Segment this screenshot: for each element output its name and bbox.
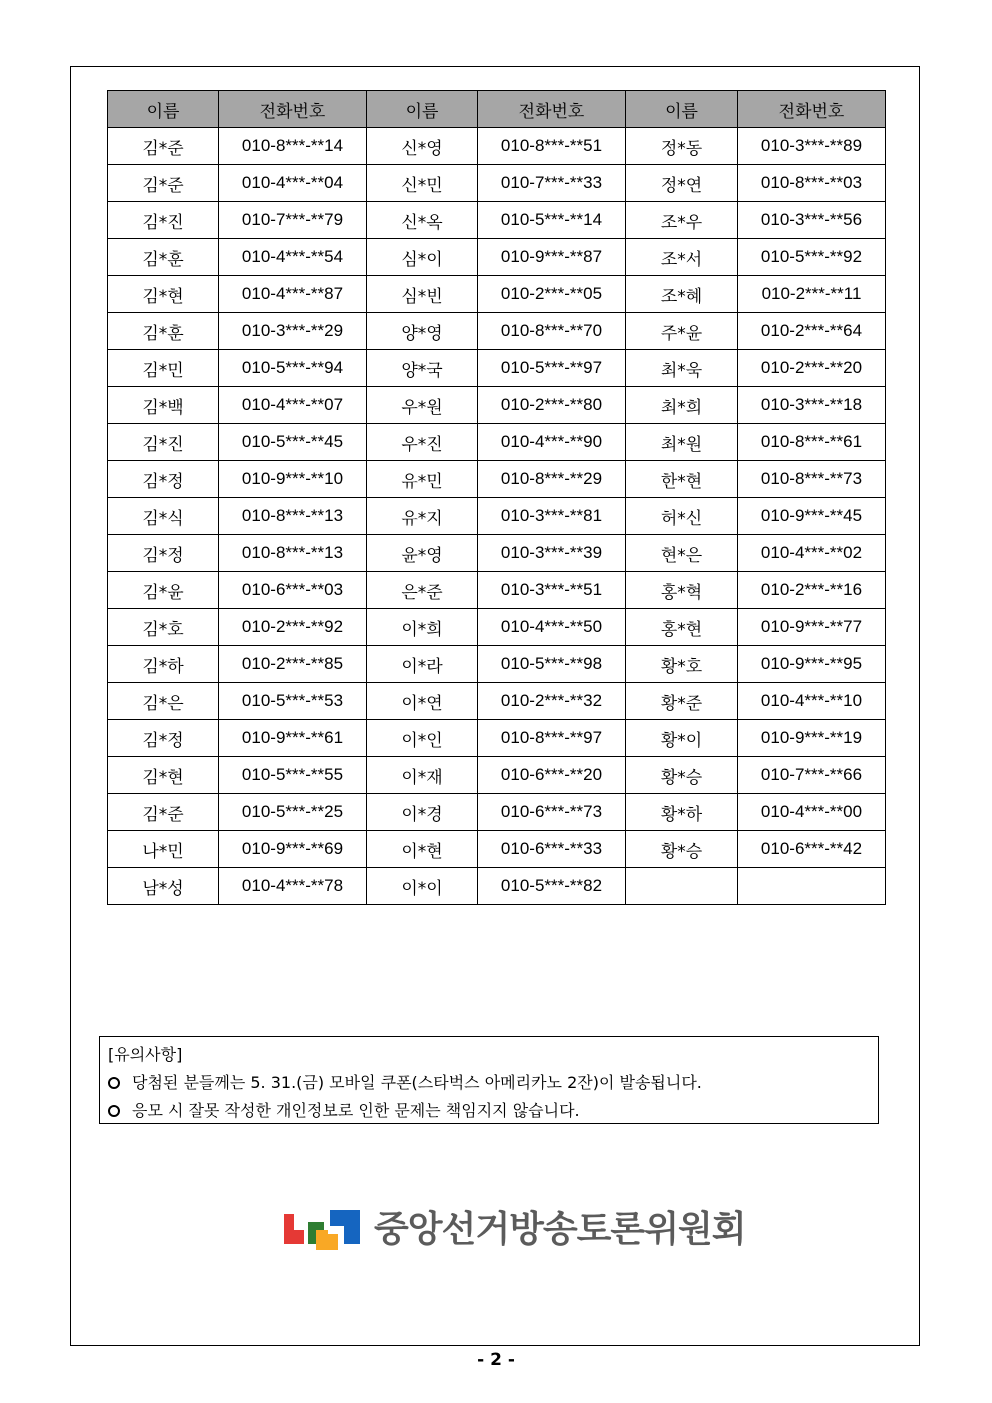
organization-logo [280, 1200, 746, 1252]
phone-cell: 010-5***-**55 [219, 757, 367, 794]
name-cell: 이*연 [367, 683, 478, 720]
table-row [108, 831, 886, 868]
phone-cell: 010-4***-**50 [478, 609, 626, 646]
name-cell: 김*정 [108, 461, 219, 498]
name-cell: 김*준 [108, 165, 219, 202]
table-row [108, 572, 886, 609]
phone-cell: 010-4***-**02 [738, 535, 886, 572]
phone-cell: 010-2***-**11 [738, 276, 886, 313]
name-cell: 이*현 [367, 831, 478, 868]
table-header-row [108, 91, 886, 128]
phone-cell: 010-5***-**25 [219, 794, 367, 831]
page-number: - 2 - [477, 1350, 515, 1370]
name-cell: 김*정 [108, 535, 219, 572]
name-cell: 김*민 [108, 350, 219, 387]
table-body [108, 128, 886, 905]
phone-cell [738, 868, 886, 905]
phone-cell: 010-9***-**10 [219, 461, 367, 498]
phone-cell: 010-8***-**51 [478, 128, 626, 165]
phone-cell: 010-8***-**61 [738, 424, 886, 461]
table-row [108, 461, 886, 498]
name-cell: 최*희 [626, 387, 738, 424]
phone-cell: 010-2***-**80 [478, 387, 626, 424]
phone-cell: 010-8***-**73 [738, 461, 886, 498]
header-phone-1: 전화번호 [219, 91, 367, 128]
winner-table [107, 90, 886, 905]
table-row [108, 683, 886, 720]
phone-cell: 010-2***-**16 [738, 572, 886, 609]
name-cell: 황*승 [626, 757, 738, 794]
name-cell: 유*민 [367, 461, 478, 498]
name-cell: 이*희 [367, 609, 478, 646]
table-row [108, 535, 886, 572]
name-cell [626, 868, 738, 905]
table-row [108, 720, 886, 757]
name-cell: 이*라 [367, 646, 478, 683]
phone-cell: 010-3***-**51 [478, 572, 626, 609]
header-phone-2: 전화번호 [478, 91, 626, 128]
name-cell: 이*재 [367, 757, 478, 794]
name-cell: 한*현 [626, 461, 738, 498]
header-phone-3: 전화번호 [738, 91, 886, 128]
name-cell: 현*은 [626, 535, 738, 572]
phone-cell: 010-4***-**54 [219, 239, 367, 276]
phone-cell: 010-4***-**00 [738, 794, 886, 831]
phone-cell: 010-3***-**29 [219, 313, 367, 350]
name-cell: 이*인 [367, 720, 478, 757]
table-row [108, 757, 886, 794]
name-cell: 황*이 [626, 720, 738, 757]
phone-cell: 010-3***-**81 [478, 498, 626, 535]
phone-cell: 010-4***-**10 [738, 683, 886, 720]
phone-cell: 010-7***-**33 [478, 165, 626, 202]
phone-cell: 010-6***-**03 [219, 572, 367, 609]
name-cell: 최*욱 [626, 350, 738, 387]
name-cell: 신*민 [367, 165, 478, 202]
phone-cell: 010-3***-**56 [738, 202, 886, 239]
notice-item-text: 당첨된 분들께는 5. 31.(금) 모바일 쿠폰(스타벅스 아메리카노 2잔)이 발송됩니다. [132, 1073, 702, 1092]
name-cell: 정*연 [626, 165, 738, 202]
name-cell: 황*준 [626, 683, 738, 720]
phone-cell: 010-2***-**20 [738, 350, 886, 387]
table-row [108, 276, 886, 313]
phone-cell: 010-8***-**29 [478, 461, 626, 498]
table-row [108, 646, 886, 683]
name-cell: 우*진 [367, 424, 478, 461]
table-row [108, 313, 886, 350]
phone-cell: 010-4***-**78 [219, 868, 367, 905]
circle-bullet-icon [108, 1105, 120, 1117]
phone-cell: 010-6***-**33 [478, 831, 626, 868]
name-cell: 김*하 [108, 646, 219, 683]
name-cell: 김*진 [108, 424, 219, 461]
name-cell: 심*이 [367, 239, 478, 276]
phone-cell: 010-5***-**94 [219, 350, 367, 387]
phone-cell: 010-9***-**61 [219, 720, 367, 757]
notice-item [108, 1097, 870, 1125]
name-cell: 김*훈 [108, 239, 219, 276]
phone-cell: 010-8***-**70 [478, 313, 626, 350]
phone-cell: 010-8***-**14 [219, 128, 367, 165]
name-cell: 신*영 [367, 128, 478, 165]
phone-cell: 010-2***-**05 [478, 276, 626, 313]
phone-cell: 010-6***-**20 [478, 757, 626, 794]
phone-cell: 010-9***-**69 [219, 831, 367, 868]
name-cell: 황*호 [626, 646, 738, 683]
phone-cell: 010-9***-**95 [738, 646, 886, 683]
name-cell: 조*우 [626, 202, 738, 239]
phone-cell: 010-9***-**87 [478, 239, 626, 276]
phone-cell: 010-2***-**32 [478, 683, 626, 720]
name-cell: 양*영 [367, 313, 478, 350]
table-row [108, 424, 886, 461]
name-cell: 김*정 [108, 720, 219, 757]
circle-bullet-icon [108, 1077, 120, 1089]
phone-cell: 010-3***-**18 [738, 387, 886, 424]
name-cell: 양*국 [367, 350, 478, 387]
name-cell: 이*경 [367, 794, 478, 831]
phone-cell: 010-5***-**98 [478, 646, 626, 683]
phone-cell: 010-8***-**03 [738, 165, 886, 202]
phone-cell: 010-2***-**92 [219, 609, 367, 646]
phone-cell: 010-3***-**89 [738, 128, 886, 165]
phone-cell: 010-9***-**45 [738, 498, 886, 535]
name-cell: 신*옥 [367, 202, 478, 239]
name-cell: 최*원 [626, 424, 738, 461]
phone-cell: 010-5***-**14 [478, 202, 626, 239]
table-row [108, 609, 886, 646]
table-row [108, 202, 886, 239]
phone-cell: 010-9***-**19 [738, 720, 886, 757]
phone-cell: 010-8***-**13 [219, 498, 367, 535]
table-row [108, 165, 886, 202]
name-cell: 나*민 [108, 831, 219, 868]
phone-cell: 010-5***-**92 [738, 239, 886, 276]
phone-cell: 010-6***-**73 [478, 794, 626, 831]
phone-cell: 010-6***-**42 [738, 831, 886, 868]
phone-cell: 010-7***-**79 [219, 202, 367, 239]
name-cell: 심*빈 [367, 276, 478, 313]
phone-cell: 010-3***-**39 [478, 535, 626, 572]
phone-cell: 010-5***-**97 [478, 350, 626, 387]
name-cell: 주*윤 [626, 313, 738, 350]
name-cell: 정*동 [626, 128, 738, 165]
name-cell: 조*서 [626, 239, 738, 276]
name-cell: 남*성 [108, 868, 219, 905]
phone-cell: 010-2***-**85 [219, 646, 367, 683]
table-row [108, 868, 886, 905]
phone-cell: 010-5***-**45 [219, 424, 367, 461]
name-cell: 황*하 [626, 794, 738, 831]
name-cell: 김*현 [108, 757, 219, 794]
phone-cell: 010-2***-**64 [738, 313, 886, 350]
name-cell: 황*승 [626, 831, 738, 868]
header-name-2: 이름 [367, 91, 478, 128]
notice-box [99, 1036, 879, 1124]
name-cell: 우*원 [367, 387, 478, 424]
table-row [108, 350, 886, 387]
phone-cell: 010-8***-**13 [219, 535, 367, 572]
table-row [108, 498, 886, 535]
phone-cell: 010-4***-**90 [478, 424, 626, 461]
name-cell: 홍*혁 [626, 572, 738, 609]
table-row [108, 128, 886, 165]
table-row [108, 239, 886, 276]
phone-cell: 010-9***-**77 [738, 609, 886, 646]
table-row [108, 387, 886, 424]
name-cell: 윤*영 [367, 535, 478, 572]
phone-cell: 010-4***-**07 [219, 387, 367, 424]
phone-cell: 010-5***-**82 [478, 868, 626, 905]
header-name-1: 이름 [108, 91, 219, 128]
organization-name: 중앙선거방송토론위원회 [374, 1208, 746, 1250]
name-cell: 김*현 [108, 276, 219, 313]
name-cell: 유*지 [367, 498, 478, 535]
name-cell: 허*신 [626, 498, 738, 535]
logo-mark-icon [280, 1200, 364, 1252]
notice-item [108, 1069, 870, 1097]
name-cell: 홍*현 [626, 609, 738, 646]
name-cell: 조*혜 [626, 276, 738, 313]
name-cell: 김*백 [108, 387, 219, 424]
name-cell: 김*훈 [108, 313, 219, 350]
name-cell: 은*준 [367, 572, 478, 609]
phone-cell: 010-5***-**53 [219, 683, 367, 720]
phone-cell: 010-7***-**66 [738, 757, 886, 794]
name-cell: 김*호 [108, 609, 219, 646]
name-cell: 김*식 [108, 498, 219, 535]
name-cell: 김*윤 [108, 572, 219, 609]
phone-cell: 010-8***-**97 [478, 720, 626, 757]
name-cell: 김*진 [108, 202, 219, 239]
header-name-3: 이름 [626, 91, 738, 128]
name-cell: 이*이 [367, 868, 478, 905]
name-cell: 김*준 [108, 794, 219, 831]
notice-item-text: 응모 시 잘못 작성한 개인정보로 인한 문제는 책임지지 않습니다. [132, 1101, 580, 1120]
phone-cell: 010-4***-**87 [219, 276, 367, 313]
name-cell: 김*은 [108, 683, 219, 720]
notice-title: [유의사항] [108, 1045, 183, 1064]
table-row [108, 794, 886, 831]
name-cell: 김*준 [108, 128, 219, 165]
phone-cell: 010-4***-**04 [219, 165, 367, 202]
